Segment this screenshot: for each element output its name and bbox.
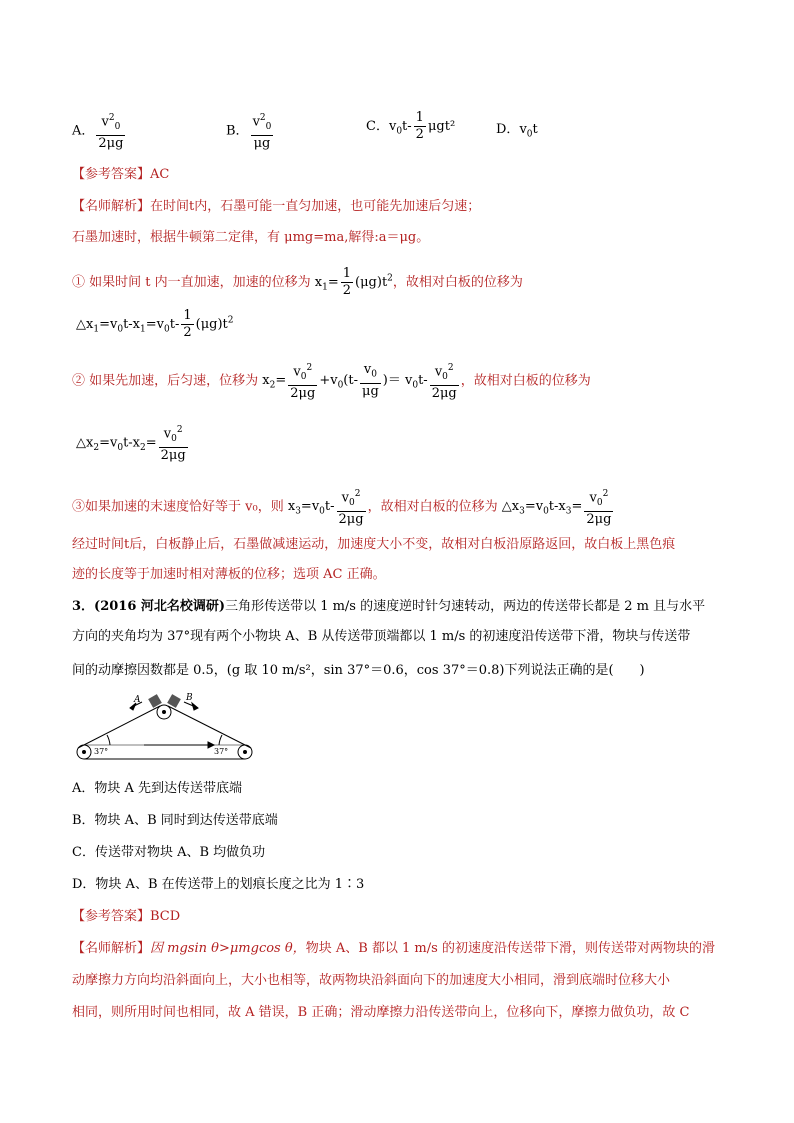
formula-delta-x3: $\triangle x_3=v_0t-x_3=$ $\frac{v_0^2}{2\mu g}$ bbox=[502, 499, 616, 514]
option-a-fraction: $\frac{v^2_0}{2\mu g}$ bbox=[96, 110, 125, 152]
answer-2: 【参考答案】BCD bbox=[72, 909, 181, 924]
option-a: A． $\frac{v^2_0}{2\mu g}$ bbox=[72, 110, 127, 152]
formula-x1: $x_1=$ $\frac{1}{2}$ $(\mu g)t^2$ bbox=[314, 266, 393, 298]
angle-left-label: 37° bbox=[94, 747, 109, 756]
right-belt bbox=[168, 706, 251, 748]
option-c: C．$v_0t-$ $\frac{1}{2}$ μgt² bbox=[366, 110, 456, 142]
formula-delta-x2: $\triangle x_2=v_0t-x_2=$ $\frac{v_0^2}{2\mu g}$ bbox=[76, 422, 190, 464]
block-b bbox=[167, 694, 181, 708]
question-3-option-a: A．物块 A 先到达传送带底端 bbox=[72, 781, 243, 796]
analysis-1-line-8: 经过时间t后，白板静止后，石墨做减速运动，加速度大小不变，故相对白板沿原路返回，故白板上黑色痕 bbox=[72, 537, 676, 552]
conveyor-diagram bbox=[70, 690, 260, 770]
analysis-1-line-5: ② 如果先加速，后匀速，位移为 $x_2=$ $\frac{v_0^2}{2\mu g}$ $+v_0(t-$ $\frac{v_0}{\mu g}$ )＝ $v_0t-$ $\frac{v_0^2}{2\mu g}$ ，故相对白板的位移为 bbox=[72, 360, 591, 402]
option-b-fraction: $\frac{v^2_0}{\mu g}$ bbox=[251, 110, 274, 152]
question-3-option-c: C．传送带对物块 A、B 均做负功 bbox=[72, 845, 266, 860]
answer-1: 【参考答案】AC bbox=[72, 167, 170, 182]
question-3-option-d: D．物块 A、B 在传送带上的划痕长度之比为 1∶3 bbox=[72, 877, 365, 892]
analysis-2-line-3: 相同，则所用时间也相同，故 A 错误，B 正确；滑动摩擦力沿传送带向上，位移向下，摩擦力做负功，故 C bbox=[72, 1005, 690, 1020]
angle-arc-right bbox=[219, 735, 222, 745]
angle-right-label: 37° bbox=[214, 747, 229, 756]
label-b: B bbox=[186, 693, 193, 703]
analysis-1-line-9: 迹的长度等于加速时相对薄板的位移；选项 AC 正确。 bbox=[72, 567, 386, 582]
left-belt bbox=[78, 706, 160, 748]
formula-x2: $x_2=$ $\frac{v_0^2}{2\mu g}$ $+v_0(t-$ $\frac{v_0}{\mu g}$ )＝ $v_0t-$ $\frac{v_0^2}{2\mu g}$ bbox=[262, 373, 460, 388]
analysis-1-line-7: ③如果加速的末速度恰好等于 v₀，则 $x_3=v_0t-$ $\frac{v_0^2}{2\mu g}$ ，故相对白板的位移为 $\triangle x_3=v_0t-x_3=$ $\frac{v_0^2}{2\mu g}$ bbox=[72, 486, 615, 528]
formula-x3: $x_3=v_0t-$ $\frac{v_0^2}{2\mu g}$ bbox=[288, 499, 368, 514]
question-3-line-2: 方向的夹角均为 37°现有两个小物块 A、B 从传送带顶端都以 1 m/s 的初速度沿传送带下滑，物块与传送带 bbox=[72, 629, 691, 644]
formula-delta-x1: $\triangle x_1=v_0t-x_1=v_0t-$ $\frac{1}{2}$ $(\mu g)t^2$ bbox=[76, 308, 234, 340]
option-d: D．$v_0t$ bbox=[496, 122, 538, 140]
analysis-2-line-1: 【名师解析】因 mgsin θ>μmgcos θ，物块 A、B 都以 1 m/s 的初速度沿传送带下滑，则传送带对两物块的滑 bbox=[72, 941, 715, 956]
analysis-1-line-1: 【名师解析】在时间t内，石墨可能一直匀加速，也可能先加速后匀速； bbox=[72, 199, 481, 214]
analysis-1-line-2: 石墨加速时，根据牛顿第二定律，有 μmg=ma,解得:a＝μg。 bbox=[72, 230, 430, 245]
label-a: A bbox=[134, 695, 141, 705]
question-3-line-1: 3．(2016 河北名校调研)三角形传送带以 1 m/s 的速度逆时针匀速转动，两边的传送带长都是 2 m 且与水平 bbox=[72, 599, 706, 614]
analysis-2-line-2: 动摩擦力方向均沿斜面向上，大小也相等，故两物块沿斜面向下的加速度大小相同，滑到底端时位移大小 bbox=[72, 973, 671, 988]
question-3-line-3: 间的动摩擦因数都是 0.5，(g 取 10 m/s²，sin 37°＝0.6，cos 37°＝0.8)下列说法正确的是( ) bbox=[72, 663, 645, 678]
question-3-option-b: B．物块 A、B 同时到达传送带底端 bbox=[72, 813, 278, 828]
analysis-1-line-3: ① 如果时间 t 内一直加速，加速的位移为 $x_1=$ $\frac{1}{2}$ $(\mu g)t^2$，故相对白板的位移为 bbox=[72, 266, 523, 298]
angle-arc-left bbox=[107, 735, 110, 745]
option-b: B． $\frac{v^2_0}{\mu g}$ bbox=[226, 110, 275, 152]
